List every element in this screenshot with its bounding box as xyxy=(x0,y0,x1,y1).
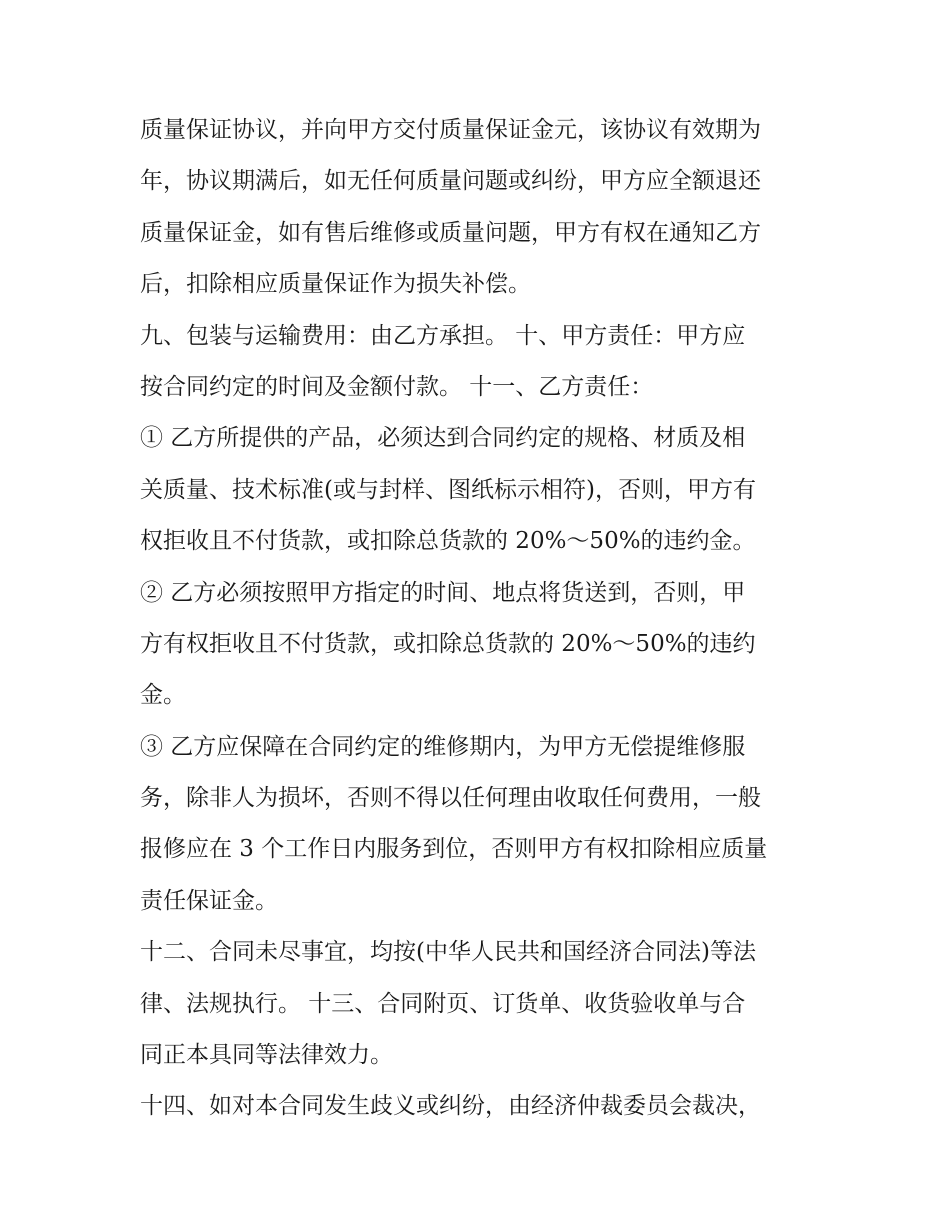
text-line: ① 乙方所提供的产品，必须达到合同约定的规格、材质及相 xyxy=(140,425,746,452)
text-line: 务，除非人为损坏，否则不得以任何理由收取任何费用，一般 xyxy=(140,785,761,812)
document-page xyxy=(140,112,820,1140)
text-line: 十四、如对本合同发生歧义或纠纷，由经济仲裁委员会裁决， xyxy=(140,1093,761,1120)
text-line: 权拒收且不付货款，或扣除总货款的 20%～50%的违约金。 xyxy=(140,528,756,555)
text-line: 金。 xyxy=(140,682,186,709)
text-line: 后，扣除相应质量保证作为损失补偿。 xyxy=(140,271,531,298)
text-line: 按合同约定的时间及金额付款。 十一、乙方责任： xyxy=(140,373,654,400)
text-line: 责任保证金。 xyxy=(140,887,278,914)
text-line: 质量保证金，如有售后维修或质量问题，甲方有权在通知乙方 xyxy=(140,219,761,246)
text-line: ③ 乙方应保障在合同约定的维修期内，为甲方无偿提维修服 xyxy=(140,733,746,760)
text-line: 年，协议期满后，如无任何质量问题或纠纷，甲方应全额退还 xyxy=(140,168,761,195)
text-line: 律、法规执行。 十三、合同附页、订货单、收货验收单与合 xyxy=(140,990,746,1017)
text-line: 报修应在 3 个工作日内服务到位，否则甲方有权扣除相应质量 xyxy=(140,836,768,863)
text-line: 九、包装与运输费用：由乙方承担。 十、甲方责任：甲方应 xyxy=(140,322,746,349)
text-line: 同正本具同等法律效力。 xyxy=(140,1042,393,1069)
text-line: 十二、合同未尽事宜，均按(中华人民共和国经济合同法)等法 xyxy=(140,939,756,966)
text-line: 方有权拒收且不付货款，或扣除总货款的 20%～50%的违约 xyxy=(140,630,756,657)
text-line: ② 乙方必须按照甲方指定的时间、地点将货送到，否则，甲 xyxy=(140,579,746,606)
text-line: 质量保证协议，并向甲方交付质量保证金元，该协议有效期为 xyxy=(140,117,761,143)
text-line: 关质量、技术标准(或与封样、图纸标示相符)，否则，甲方有 xyxy=(140,476,756,503)
